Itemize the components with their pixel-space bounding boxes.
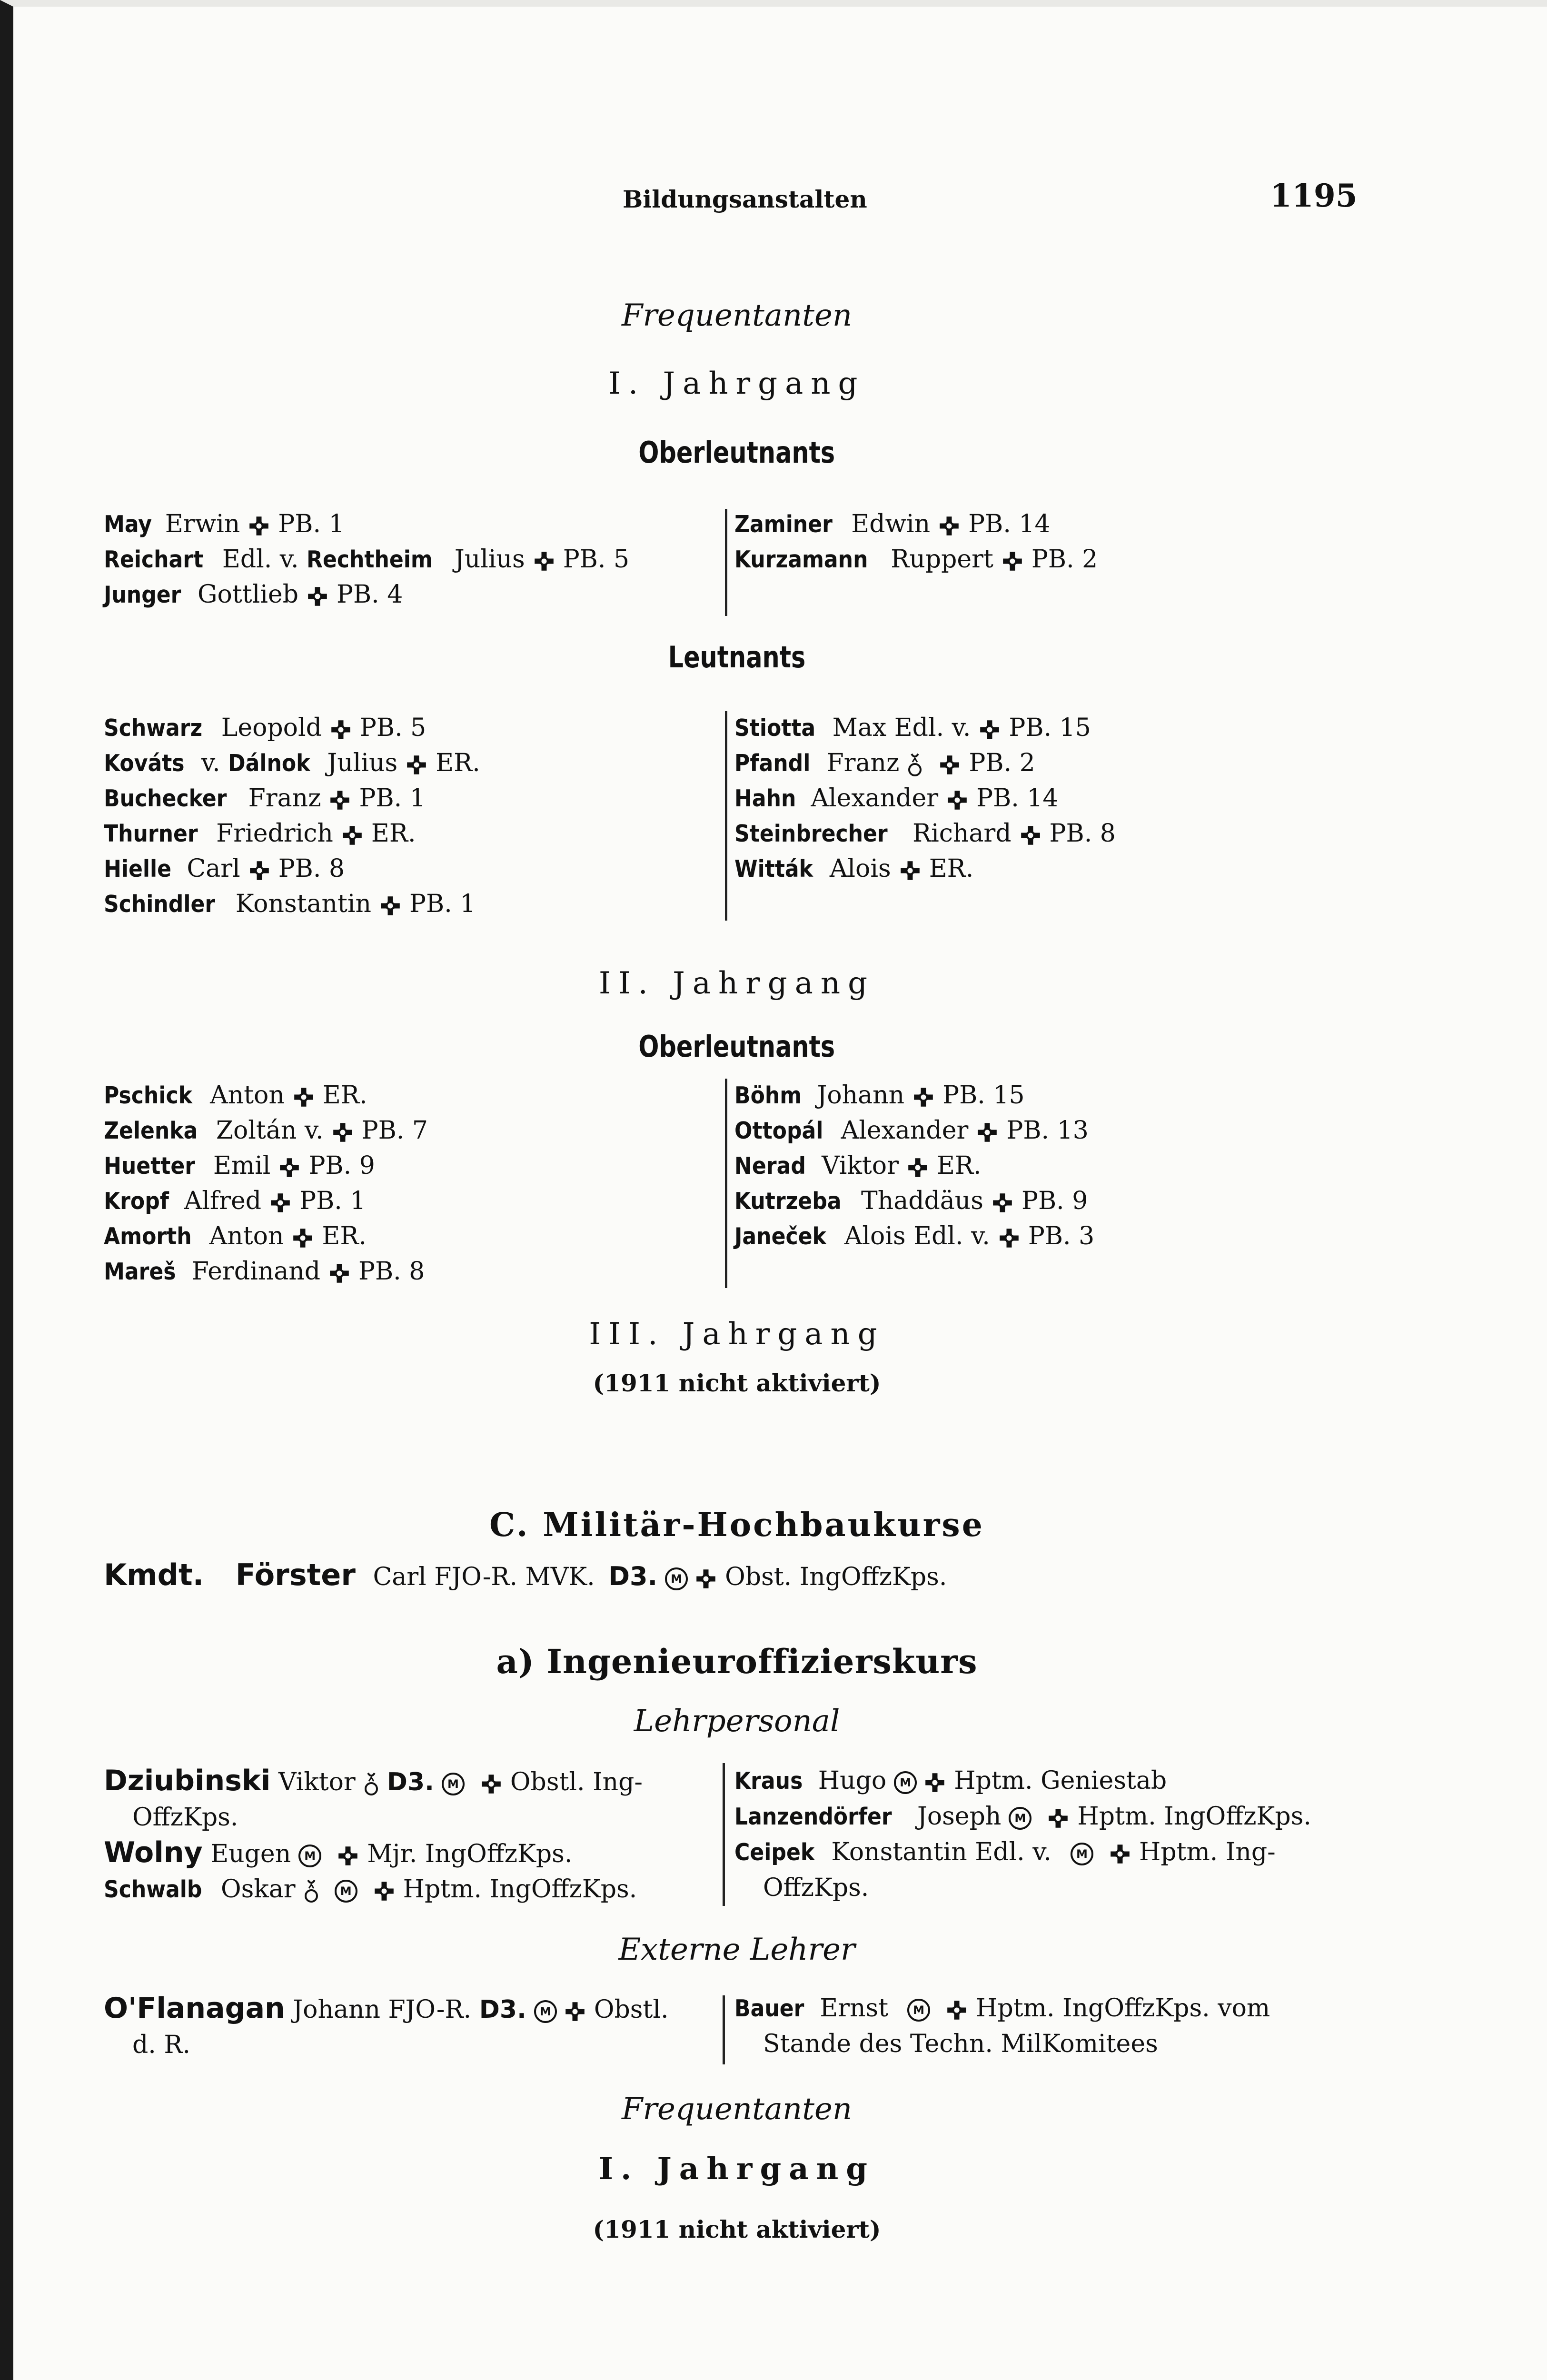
list-item [734, 745, 1116, 781]
leutnants-label: Leutnants [668, 640, 806, 674]
given-name: Franz [248, 784, 321, 813]
rank-info: PB. 2 [1031, 545, 1098, 574]
medal-icon: M [534, 2000, 557, 2023]
subsection-a-title: a) Ingenieuroffizierskurs [496, 1642, 978, 1681]
list-item [734, 1148, 1094, 1183]
rank-info: Hptm. Ing- [1139, 1838, 1276, 1866]
cross-icon [374, 1881, 395, 1902]
oberleutnants-label: Oberleutnants [638, 435, 835, 470]
list-item [104, 577, 629, 612]
given-name: Anton [209, 1222, 284, 1250]
cross-icon [481, 1774, 502, 1795]
cross-icon [992, 1192, 1013, 1213]
rank-info: PB. 8 [1049, 819, 1116, 848]
surname: Kutrzeba [734, 1188, 842, 1215]
rank-info: PB. 1 [409, 890, 476, 918]
surname: May [104, 511, 152, 538]
given-name: Konstantin Edl. v. [831, 1838, 1051, 1866]
list-item [104, 542, 629, 577]
cross-icon [565, 2001, 585, 2022]
surname: Janeček [734, 1223, 826, 1250]
cross-icon [946, 2000, 967, 2021]
rank-info: ER. [936, 1151, 982, 1180]
rank-info: PB. 4 [336, 580, 403, 609]
surname: Böhm [734, 1082, 802, 1109]
externe-left [104, 1991, 718, 2063]
list-item [734, 1799, 1344, 1835]
given-name: Erwin [165, 510, 240, 538]
continuation: OffzKps. [132, 1803, 238, 1832]
ring-icon [304, 1878, 318, 1904]
frequentanten-heading-2: Frequentanten [621, 2092, 853, 2127]
column-divider [725, 509, 727, 616]
surname: Zaminer [734, 511, 833, 538]
surname: Schindler [104, 891, 216, 918]
j1-oberleutnants-left [104, 506, 629, 612]
decoration: D3. [608, 1561, 658, 1591]
j2-oberleutnants-left [104, 1078, 428, 1289]
rank-info: Hptm. Geniestab [954, 1766, 1167, 1795]
cross-icon [900, 860, 921, 881]
list-item [104, 1254, 428, 1289]
given-name: Anton [210, 1081, 285, 1110]
j2-oberleutnants-right [734, 1078, 1094, 1254]
given-name: Viktor [278, 1768, 356, 1796]
rank-info: PB. 1 [299, 1187, 366, 1215]
cross-icon [380, 895, 401, 916]
section-c-title: C. Militär-Hochbaukurse [489, 1506, 984, 1544]
cross-icon [947, 790, 968, 811]
given-name: Carl [187, 854, 240, 883]
predicate: v. [201, 749, 228, 777]
surname: Schwalb [104, 1876, 202, 1903]
cross-icon [307, 586, 328, 607]
oberleutnants-heading [13, 435, 1460, 470]
decoration: D3. [479, 1995, 526, 2024]
j1-oberleutnants-right [734, 506, 1098, 577]
cross-icon [1110, 1844, 1130, 1864]
cross-icon [329, 790, 350, 811]
ring-icon [908, 752, 922, 778]
surname: Witták [734, 855, 813, 883]
cross-icon [939, 516, 960, 536]
surname: Hahn [734, 785, 796, 812]
rank-info: PB. 15 [1009, 714, 1091, 742]
list-item [104, 816, 480, 851]
given-name: Julius [327, 749, 398, 777]
given-name: Thaddäus [861, 1187, 983, 1215]
list-item [104, 1763, 718, 1800]
cross-icon [270, 1192, 291, 1213]
cross-icon [337, 1845, 358, 1866]
list-item [104, 851, 480, 886]
externe-right [734, 1991, 1353, 2062]
given-name: Alois [829, 854, 891, 883]
surname: Schwarz [104, 714, 203, 742]
lehrpersonal-left [104, 1763, 718, 1907]
given-name: Edl. v. [222, 545, 307, 574]
rank-info: PB. 9 [308, 1151, 375, 1180]
surname: Kurzamann [734, 546, 868, 573]
lehrpersonal-heading: Lehrpersonal [634, 1704, 840, 1739]
rank-info: PB. 13 [1006, 1116, 1089, 1145]
list-item [104, 1219, 428, 1254]
column-divider [723, 1763, 725, 1906]
given-name: Eugen [210, 1840, 291, 1868]
surname: Steinbrecher [734, 820, 888, 847]
list-item [104, 781, 480, 816]
column-divider [725, 1079, 727, 1288]
list-item [734, 1183, 1094, 1219]
list-item [104, 1835, 718, 1872]
rank-info: Obstl. [594, 1995, 669, 2024]
surname: Ceipek [734, 1839, 815, 1866]
cross-icon [1002, 551, 1023, 572]
given-name: Max Edl. v. [832, 714, 971, 742]
given-name: Oskar [220, 1875, 296, 1904]
list-item [734, 1113, 1094, 1148]
cross-icon [249, 860, 270, 881]
cross-icon [979, 719, 1000, 740]
jahrgang-1-heading-2: I. Jahrgang [599, 2151, 875, 2187]
list-item [734, 1835, 1344, 1870]
medal-icon: M [907, 1999, 930, 2022]
surname: Förster [235, 1557, 356, 1592]
frequentanten-heading: Frequentanten [621, 298, 853, 333]
cross-icon [248, 516, 269, 536]
surname: Dziubinski [104, 1764, 271, 1797]
kommandant-line [104, 1557, 947, 1595]
list-item [734, 1991, 1353, 2026]
surname: Bauer [734, 1995, 804, 2022]
rank-info: PB. 2 [969, 749, 1035, 777]
surname: O'Flanagan [104, 1992, 285, 2025]
list-item [734, 1763, 1344, 1799]
cross-icon [1020, 825, 1041, 846]
given-name: Ernst [820, 1994, 889, 2023]
leutnants-heading [13, 640, 1460, 674]
surname: Kropf [104, 1188, 169, 1215]
surname: Lanzendörfer [734, 1803, 892, 1830]
cross-icon [342, 825, 363, 846]
given-name: Carl FJO-R. MVK. [373, 1563, 595, 1591]
given-name: Konstantin [235, 890, 372, 918]
cross-icon [406, 754, 427, 775]
rank-info: PB. 9 [1021, 1187, 1088, 1215]
given-name: Gottlieb [198, 580, 298, 609]
list-item [104, 506, 629, 542]
cross-icon [977, 1122, 998, 1143]
surname: Huetter [104, 1152, 196, 1180]
cross-icon [924, 1772, 945, 1793]
jahrgang-3-heading: III. Jahrgang [589, 1317, 885, 1352]
medal-icon: M [298, 1844, 321, 1867]
rank-info: Hptm. IngOffzKps. [403, 1875, 637, 1904]
given-name: Hugo [818, 1766, 887, 1795]
ring-icon [364, 1771, 378, 1797]
medal-icon: M [665, 1567, 688, 1590]
rank-info: ER. [929, 854, 974, 883]
j1-leutnants-right [734, 710, 1116, 886]
cross-icon [292, 1228, 313, 1249]
given-name: Viktor [822, 1151, 899, 1180]
rank-info: PB. 8 [358, 1257, 425, 1286]
given-name: Ferdinand [191, 1257, 320, 1286]
oberleutnants-label: Oberleutnants [638, 1029, 835, 1064]
rank-info: ER. [436, 749, 480, 777]
page-number: 1195 [1270, 177, 1358, 214]
list-item [734, 851, 1116, 886]
rank-info: PB. 5 [563, 545, 630, 574]
rank-info: Hptm. IngOffzKps. vom [976, 1994, 1270, 2023]
rank-info: PB. 3 [1028, 1222, 1095, 1250]
jahrgang-1-note: (1911 nicht aktiviert) [593, 2215, 881, 2243]
list-item [104, 886, 480, 922]
given-name: Emil [213, 1151, 271, 1180]
surname: Junger [104, 581, 181, 608]
list-item [104, 1872, 718, 1907]
rank-info: PB. 14 [968, 510, 1051, 538]
list-item [734, 710, 1116, 745]
cross-icon [332, 1122, 353, 1143]
rank-info: Hptm. IngOffzKps. [1077, 1802, 1311, 1831]
surname: Thurner [104, 820, 198, 847]
given-name: Johann [817, 1081, 905, 1110]
jahrgang-2-heading: II. Jahrgang [598, 966, 875, 1001]
medal-icon: M [1071, 1843, 1093, 1865]
given-name: Joseph [917, 1802, 1002, 1831]
rank-info: PB. 8 [278, 854, 345, 883]
cross-icon [1048, 1808, 1069, 1829]
given-name: Leopold [221, 714, 322, 742]
rank-info: ER. [371, 819, 416, 848]
rank-info: PB. 7 [361, 1116, 428, 1145]
cross-icon [939, 754, 960, 775]
list-item [104, 1991, 718, 2027]
surname: Kováts [104, 750, 185, 777]
list-item [734, 781, 1116, 816]
cross-icon [293, 1087, 314, 1108]
cross-icon [279, 1157, 300, 1178]
given-name: Alexander [841, 1116, 969, 1145]
cross-icon [907, 1157, 928, 1178]
surname: Hielle [104, 855, 172, 883]
medal-icon: M [1009, 1807, 1031, 1830]
rank-info: PB. 1 [359, 784, 426, 813]
list-item [734, 506, 1098, 542]
given-name: Julius [454, 545, 525, 574]
surname: Pschick [104, 1082, 192, 1109]
list-item [734, 1219, 1094, 1254]
continuation: Stande des Techn. MilKomitees [763, 2030, 1158, 2058]
list-item [104, 710, 480, 745]
running-header: Bildungsanstalten [623, 185, 867, 213]
cross-icon [913, 1087, 934, 1108]
kmdt-label: Kmdt. [104, 1557, 204, 1592]
list-item [104, 1148, 428, 1183]
continuation: OffzKps. [763, 1874, 869, 1902]
oberleutnants-heading [13, 1029, 1460, 1064]
continuation: d. R. [132, 2031, 191, 2059]
given-name: Alois Edl. v. [844, 1222, 990, 1250]
list-item [734, 542, 1098, 577]
given-name: Richard [912, 819, 1012, 848]
cross-icon [695, 1568, 716, 1589]
surname-predicate: Dálnok [228, 750, 310, 777]
column-divider [725, 711, 727, 921]
cross-icon [329, 1263, 350, 1284]
list-item [734, 816, 1116, 851]
list-item [104, 1183, 428, 1219]
rank-info: ER. [322, 1222, 367, 1250]
externe-lehrer-heading: Externe Lehrer [618, 1932, 855, 1967]
rank-info: Mjr. IngOffzKps. [367, 1840, 573, 1868]
cross-icon [330, 719, 351, 740]
given-name: Friedrich [216, 819, 333, 848]
given-name: Franz [826, 749, 900, 777]
rank-info: PB. 5 [359, 714, 426, 742]
surname: Wolny [104, 1836, 203, 1869]
given-name: Alfred [184, 1187, 262, 1215]
given-name: Johann FJO-R. [293, 1995, 472, 2024]
cross-icon [534, 551, 555, 572]
medal-icon: M [894, 1771, 917, 1794]
jahrgang-1-heading: I. Jahrgang [608, 366, 865, 401]
rank-info: Obst. IngOffzKps. [725, 1563, 947, 1591]
jahrgang-3-note: (1911 nicht aktiviert) [593, 1369, 881, 1397]
surname: Stiotta [734, 714, 816, 742]
cross-icon [999, 1228, 1020, 1249]
surname: Reichart [104, 546, 204, 573]
rank-info: PB. 15 [942, 1081, 1025, 1110]
surname: Ottopál [734, 1117, 823, 1144]
surname: Mareš [104, 1258, 176, 1285]
list-item [104, 1113, 428, 1148]
lehrpersonal-right [734, 1763, 1344, 1905]
surname: Zelenka [104, 1117, 198, 1144]
decoration: D3. [387, 1768, 434, 1796]
j1-leutnants-left [104, 710, 480, 922]
given-name: Alexander [811, 784, 939, 813]
rank-info: Obstl. Ing- [510, 1768, 643, 1796]
list-item [104, 1078, 428, 1113]
rank-info: PB. 1 [278, 510, 345, 538]
surname: Pfandl [734, 750, 811, 777]
surname: Nerad [734, 1152, 806, 1180]
given-name: Edwin [851, 510, 931, 538]
given-name: Ruppert [891, 545, 993, 574]
medal-icon: M [442, 1773, 465, 1795]
surname: Kraus [734, 1767, 803, 1795]
list-item [734, 1078, 1094, 1113]
column-divider [723, 1995, 725, 2064]
medal-icon: M [335, 1880, 357, 1903]
list-item [104, 745, 480, 781]
rank-info: ER. [322, 1081, 367, 1110]
surname: Amorth [104, 1223, 192, 1250]
surname-predicate: Rechtheim [307, 546, 433, 573]
rank-info: PB. 14 [976, 784, 1059, 813]
given-name: Zoltán v. [216, 1116, 324, 1145]
surname: Buchecker [104, 785, 227, 812]
